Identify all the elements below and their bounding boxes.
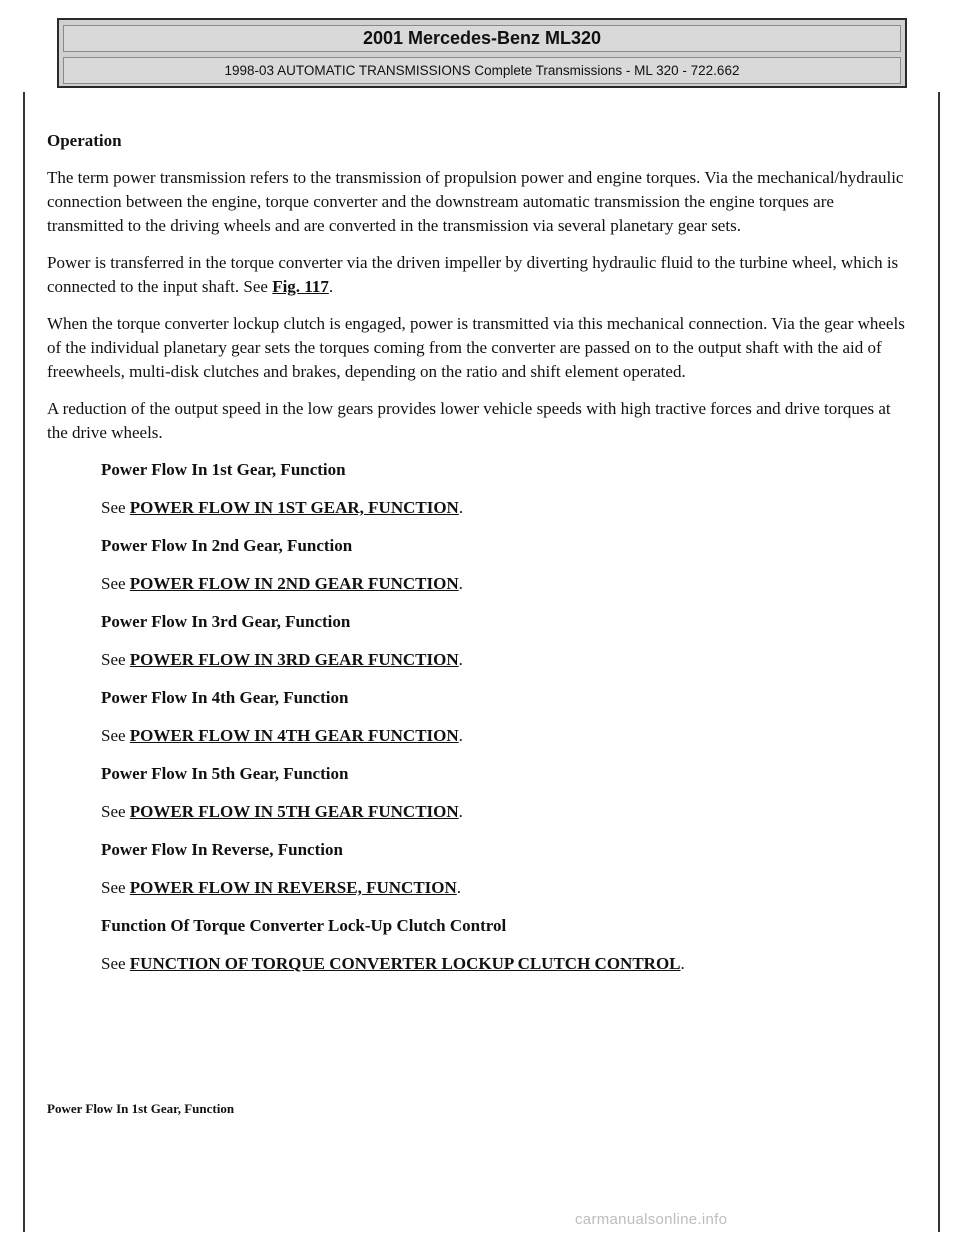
operation-paragraph-3: When the torque converter lockup clutch is engaged, power is transmitted via this mechanical connection. Via the gear wheels of the individual planetary gear sets the torques coming from the converter are passed on to the output shaft with the aid of freewheels, multi-disk clutches and brakes, depending on the ratio and shift element operated. xyxy=(47,314,905,381)
section-see-3rd-gear xyxy=(101,648,907,672)
see-prefix: See xyxy=(101,954,130,973)
section-see-1st-gear xyxy=(101,496,907,520)
see-suffix: . xyxy=(458,650,463,669)
section-title-5th-gear: Power Flow In 5th Gear, Function xyxy=(101,764,349,783)
header-title: 2001 Mercedes-Benz ML320 xyxy=(63,25,901,52)
section-title-2nd-gear: Power Flow In 2nd Gear, Function xyxy=(101,536,353,555)
section-see-4th-gear xyxy=(101,724,907,748)
see-prefix: See xyxy=(101,802,130,821)
link-lockup-clutch-control[interactable]: FUNCTION OF TORQUE CONVERTER LOCKUP CLUTCH CONTROL xyxy=(129,954,681,973)
section-list xyxy=(47,458,907,976)
operation-paragraph-2 xyxy=(47,251,907,299)
left-frame-line xyxy=(23,92,25,1232)
document-body xyxy=(47,129,907,990)
link-power-flow-4th-gear[interactable]: POWER FLOW IN 4TH GEAR FUNCTION xyxy=(129,726,459,745)
watermark: carmanualsonline.info xyxy=(575,1211,728,1228)
section-see-lockup-clutch xyxy=(101,952,907,976)
operation-paragraph-4: A reduction of the output speed in the low gears provides lower vehicle speeds with high tractive forces and drive torques at the drive wheels. xyxy=(47,399,891,442)
see-prefix: See xyxy=(101,574,130,593)
section-see-2nd-gear xyxy=(101,572,907,596)
right-frame-line xyxy=(938,92,940,1232)
fig-117-link[interactable]: Fig. 117 xyxy=(272,277,329,296)
link-power-flow-3rd-gear[interactable]: POWER FLOW IN 3RD GEAR FUNCTION xyxy=(129,650,459,669)
section-title-lockup-clutch: Function Of Torque Converter Lock-Up Clutch Control xyxy=(101,916,507,935)
see-prefix: See xyxy=(101,726,130,745)
see-prefix: See xyxy=(101,878,130,897)
section-title-4th-gear: Power Flow In 4th Gear, Function xyxy=(101,688,349,707)
see-prefix: See xyxy=(101,498,130,517)
paragraph-2-period: . xyxy=(328,277,334,296)
link-power-flow-5th-gear[interactable]: POWER FLOW IN 5TH GEAR FUNCTION xyxy=(129,802,459,821)
paragraph-2-text: Power is transferred in the torque converter via the driven impeller by diverting hydraulic fluid to the turbine wheel, which is connected to the input shaft. See xyxy=(47,253,899,296)
operation-heading: Operation xyxy=(47,131,122,150)
section-title-reverse: Power Flow In Reverse, Function xyxy=(101,840,343,859)
page-header xyxy=(57,18,907,88)
see-suffix: . xyxy=(458,498,464,517)
link-power-flow-reverse[interactable]: POWER FLOW IN REVERSE, FUNCTION xyxy=(129,878,457,897)
operation-paragraph-1: The term power transmission refers to the transmission of propulsion power and engine torques. Via the mechanical/hydraulic connection between the engine, torque converter and the downstream automatic transmission the engine torques are transmitted to the driving wheels and are converted in the transmission via several planetary gear sets. xyxy=(47,168,904,235)
section-see-5th-gear xyxy=(101,800,907,824)
see-suffix: . xyxy=(456,878,462,897)
section-title-1st-gear: Power Flow In 1st Gear, Function xyxy=(101,460,346,479)
footer-section-title: Power Flow In 1st Gear, Function xyxy=(47,1101,235,1116)
see-suffix: . xyxy=(458,574,463,593)
see-prefix: See xyxy=(101,650,130,669)
section-see-reverse xyxy=(101,876,907,900)
section-title-3rd-gear: Power Flow In 3rd Gear, Function xyxy=(101,612,351,631)
link-power-flow-1st-gear[interactable]: POWER FLOW IN 1ST GEAR, FUNCTION xyxy=(129,498,459,517)
see-suffix: . xyxy=(458,802,463,821)
see-suffix: . xyxy=(680,954,685,973)
see-suffix: . xyxy=(458,726,463,745)
link-power-flow-2nd-gear[interactable]: POWER FLOW IN 2ND GEAR FUNCTION xyxy=(129,574,459,593)
header-subtitle: 1998-03 AUTOMATIC TRANSMISSIONS Complete Transmissions - ML 320 - 722.662 xyxy=(63,57,901,84)
